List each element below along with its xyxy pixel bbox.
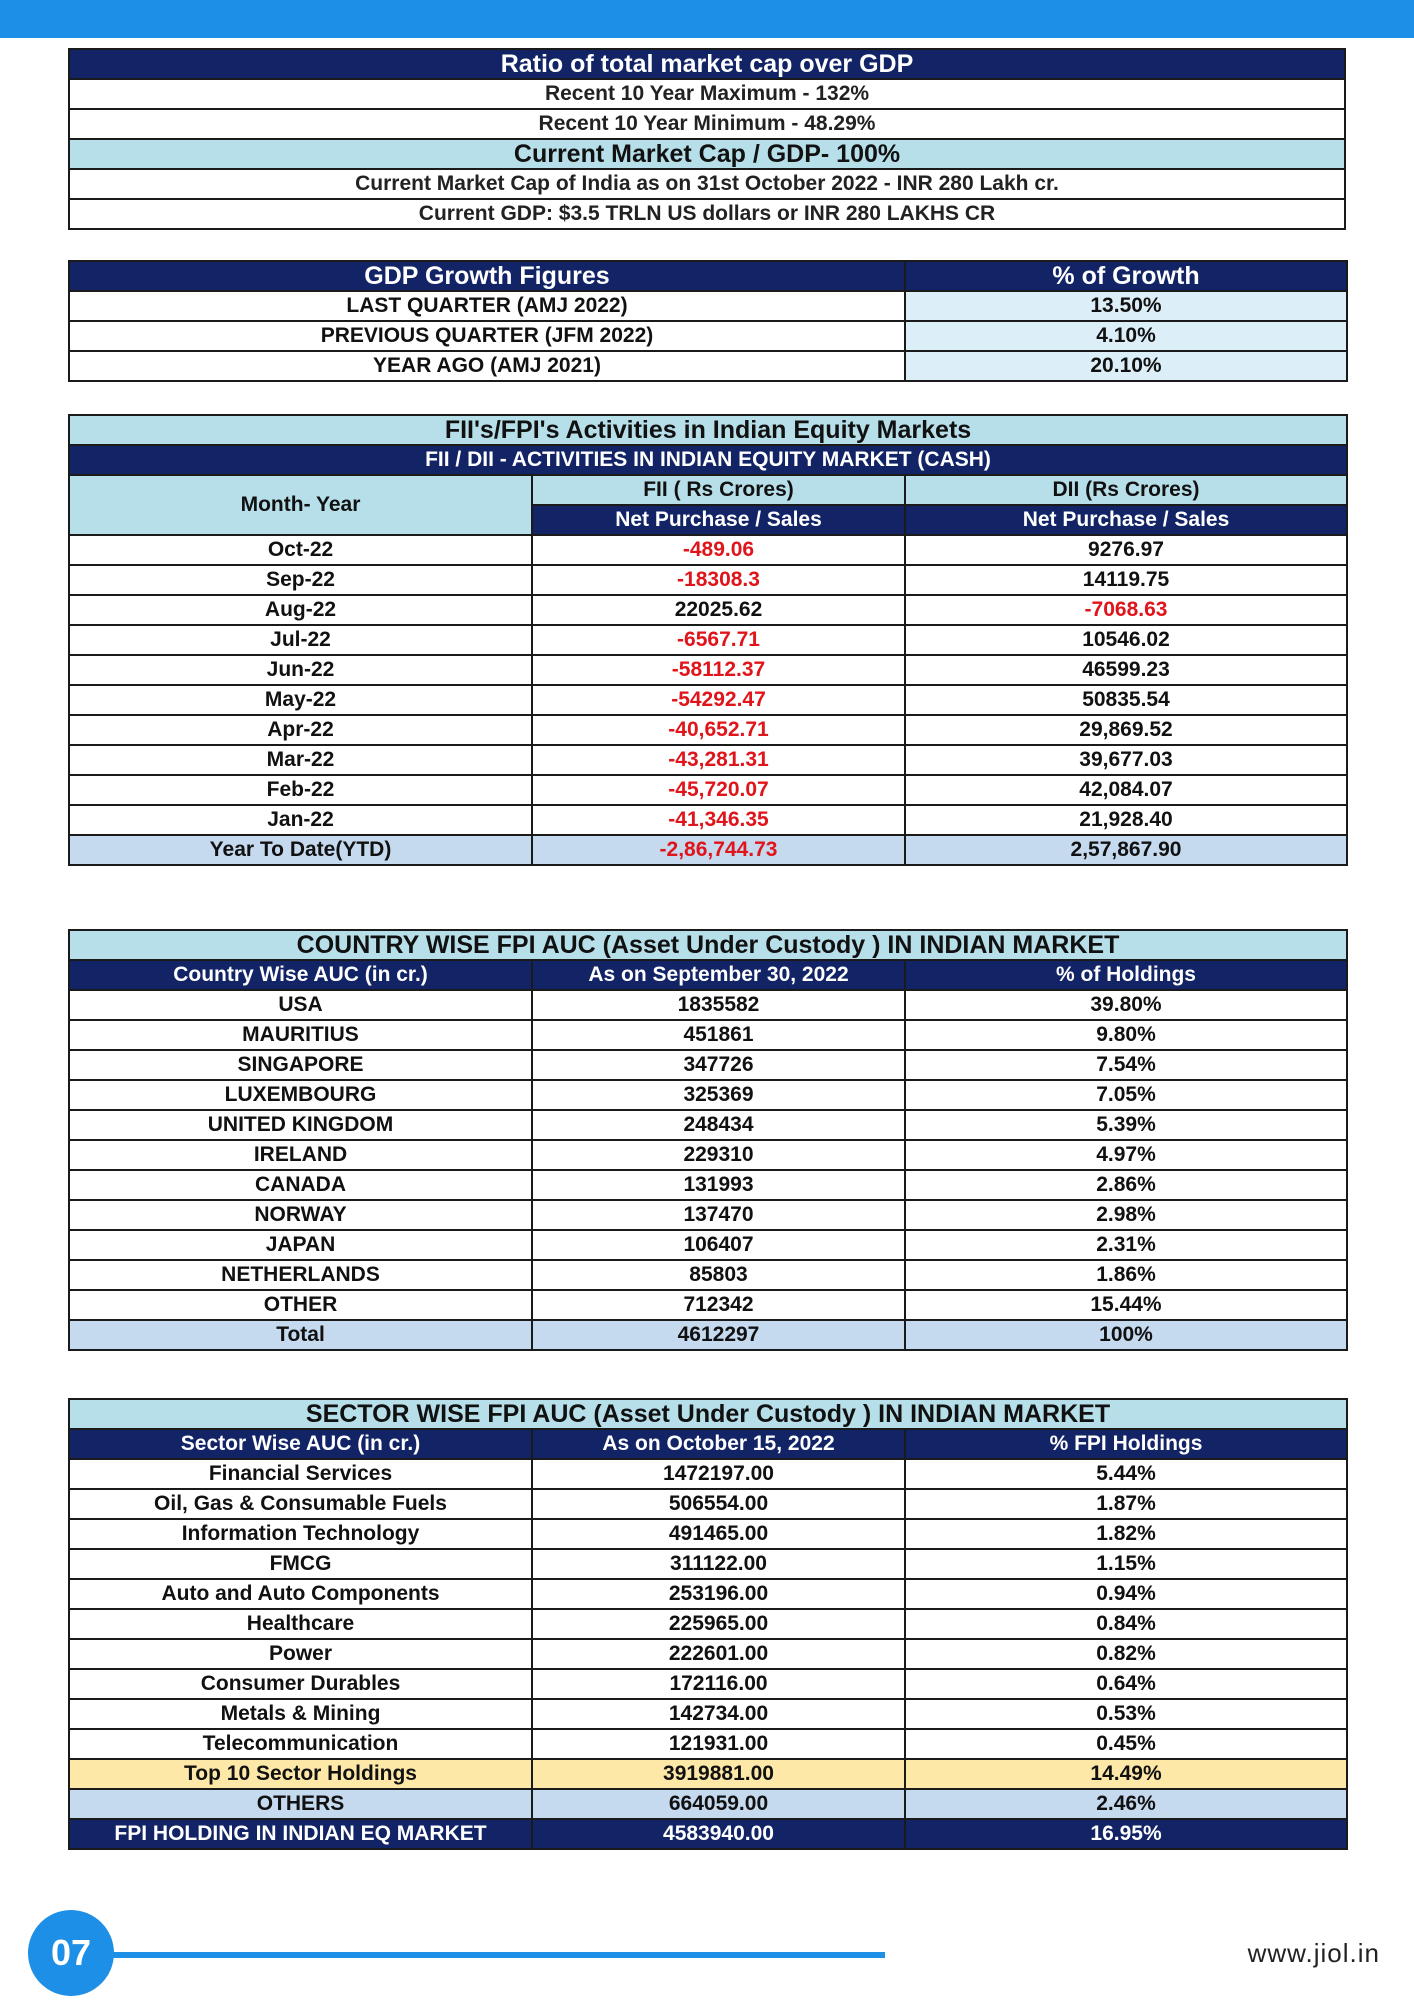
sector-auc-value: 1472197.00 [532,1459,905,1489]
country-row [69,1050,1347,1080]
country-auc-value: 229310 [532,1140,905,1170]
month-cell: Jun-22 [69,655,532,685]
top-accent-bar [0,0,1414,38]
current-market-cap-gdp: Current Market Cap / GDP- 100% [69,139,1345,169]
fpi-total-row [69,1819,1347,1849]
website-link[interactable]: www.jiol.in [1247,1938,1380,1968]
fii-value: -41,346.35 [532,805,905,835]
sector-holding-percent: 0.45% [905,1729,1347,1759]
others-percent: 2.46% [905,1789,1347,1819]
month-cell: Apr-22 [69,715,532,745]
dii-value: 39,677.03 [905,745,1347,775]
fii-value: -18308.3 [532,565,905,595]
sector-row [69,1549,1347,1579]
country-name: USA [69,990,532,1020]
sector-auc-value: 311122.00 [532,1549,905,1579]
top10-row [69,1759,1347,1789]
country-auc-value: 137470 [532,1200,905,1230]
country-name: CANADA [69,1170,532,1200]
country-row [69,1140,1347,1170]
country-row [69,990,1347,1020]
gdp-growth-header: GDP Growth Figures [69,261,905,291]
gdp-growth-table [68,260,1348,382]
country-holding-percent: 1.86% [905,1260,1347,1290]
country-row [69,1290,1347,1320]
top10-value: 3919881.00 [532,1759,905,1789]
country-auc-value: 347726 [532,1050,905,1080]
fii-value: -6567.71 [532,625,905,655]
country-total-percent: 100% [905,1320,1347,1350]
fii-value: -45,720.07 [532,775,905,805]
month-cell: Jan-22 [69,805,532,835]
sector-auc-value: 225965.00 [532,1609,905,1639]
country-auc-value: 1835582 [532,990,905,1020]
sector-auc-value: 253196.00 [532,1579,905,1609]
country-row [69,1080,1347,1110]
month-cell: Jul-22 [69,625,532,655]
sector-row [69,1609,1347,1639]
ytd-row [69,835,1347,865]
country-auc-value: 131993 [532,1170,905,1200]
sector-auc-value: 142734.00 [532,1699,905,1729]
sector-holding-percent: 0.84% [905,1609,1347,1639]
sector-name: Oil, Gas & Consumable Fuels [69,1489,532,1519]
country-holding-percent: 2.31% [905,1230,1347,1260]
sector-holding-percent: 0.82% [905,1639,1347,1669]
fpi-total-value: 4583940.00 [532,1819,905,1849]
sector-row [69,1489,1347,1519]
sector-holding-percent: 1.82% [905,1519,1347,1549]
country-name: SINGAPORE [69,1050,532,1080]
dii-value: -7068.63 [905,595,1347,625]
dii-value: 42,084.07 [905,775,1347,805]
fpi-total-percent: 16.95% [905,1819,1347,1849]
sector-holding-percent: 0.53% [905,1699,1347,1729]
country-total-value: 4612297 [532,1320,905,1350]
fpi-total-label: FPI HOLDING IN INDIAN EQ MARKET [69,1819,532,1849]
fii-activities-title: FII's/FPI's Activities in Indian Equity Markets [69,415,1347,445]
sector-auc-value: 222601.00 [532,1639,905,1669]
fii-header: FII ( Rs Crores) [532,475,905,505]
dii-value: 10546.02 [905,625,1347,655]
current-market-cap: Current Market Cap of India as on 31st October 2022 - INR 280 Lakh cr. [69,169,1345,199]
sector-name: Telecommunication [69,1729,532,1759]
gdp-row [69,291,1347,321]
month-cell: Mar-22 [69,745,532,775]
gdp-period: PREVIOUS QUARTER (JFM 2022) [69,321,905,351]
month-cell: Feb-22 [69,775,532,805]
sector-auc-title: SECTOR WISE FPI AUC (Asset Under Custody ) IN INDIAN MARKET [69,1399,1347,1429]
fii-dii-row [69,565,1347,595]
gdp-growth-value: 20.10% [905,351,1347,381]
country-holding-percent: 7.54% [905,1050,1347,1080]
country-total-row [69,1320,1347,1350]
fii-value: -40,652.71 [532,715,905,745]
sector-holding-percent: 0.64% [905,1669,1347,1699]
sector-name: FMCG [69,1549,532,1579]
country-auc-value: 451861 [532,1020,905,1050]
dii-value: 9276.97 [905,535,1347,565]
sector-holding-percent: 1.15% [905,1549,1347,1579]
month-cell: May-22 [69,685,532,715]
sector-name: Information Technology [69,1519,532,1549]
fii-dii-row [69,775,1347,805]
sector-auc-value: 506554.00 [532,1489,905,1519]
month-cell: Oct-22 [69,535,532,565]
gdp-growth-value: 13.50% [905,291,1347,321]
sector-row [69,1729,1347,1759]
sector-holdings-header: % FPI Holdings [905,1429,1347,1459]
sector-row [69,1519,1347,1549]
country-holding-percent: 4.97% [905,1140,1347,1170]
country-row [69,1020,1347,1050]
country-name: IRELAND [69,1140,532,1170]
others-row [69,1789,1347,1819]
ytd-dii: 2,57,867.90 [905,835,1347,865]
country-name: MAURITIUS [69,1020,532,1050]
ytd-label: Year To Date(YTD) [69,835,532,865]
country-name: OTHER [69,1290,532,1320]
country-holding-percent: 9.80% [905,1020,1347,1050]
country-holding-percent: 15.44% [905,1290,1347,1320]
fii-value: 22025.62 [532,595,905,625]
others-label: OTHERS [69,1789,532,1819]
month-cell: Sep-22 [69,565,532,595]
sector-name: Financial Services [69,1459,532,1489]
country-name: NORWAY [69,1200,532,1230]
country-auc-title: COUNTRY WISE FPI AUC (Asset Under Custody ) IN INDIAN MARKET [69,930,1347,960]
country-auc-value: 85803 [532,1260,905,1290]
fii-value: -489.06 [532,535,905,565]
fii-dii-row [69,625,1347,655]
top10-percent: 14.49% [905,1759,1347,1789]
fii-dii-subtitle: FII / DII - ACTIVITIES IN INDIAN EQUITY MARKET (CASH) [69,445,1347,475]
fii-dii-row [69,745,1347,775]
country-header: Country Wise AUC (in cr.) [69,960,532,990]
country-holding-percent: 7.05% [905,1080,1347,1110]
gdp-row [69,321,1347,351]
country-date-header: As on September 30, 2022 [532,960,905,990]
dii-value: 50835.54 [905,685,1347,715]
dii-value: 14119.75 [905,565,1347,595]
country-auc-value: 712342 [532,1290,905,1320]
fii-net-header: Net Purchase / Sales [532,505,905,535]
sector-row [69,1669,1347,1699]
gdp-growth-value: 4.10% [905,321,1347,351]
gdp-row [69,351,1347,381]
country-auc-value: 106407 [532,1230,905,1260]
country-holding-percent: 2.98% [905,1200,1347,1230]
sector-holding-percent: 1.87% [905,1489,1347,1519]
country-auc-value: 248434 [532,1110,905,1140]
dii-header: DII (Rs Crores) [905,475,1347,505]
fii-dii-row [69,535,1347,565]
sector-holding-percent: 0.94% [905,1579,1347,1609]
country-row [69,1170,1347,1200]
dii-value: 46599.23 [905,655,1347,685]
country-row [69,1230,1347,1260]
dii-value: 21,928.40 [905,805,1347,835]
ytd-fii: -2,86,744.73 [532,835,905,865]
sector-auc-table [68,1398,1348,1850]
country-name: LUXEMBOURG [69,1080,532,1110]
growth-percent-header: % of Growth [905,261,1347,291]
fii-value: -43,281.31 [532,745,905,775]
current-gdp: Current GDP: $3.5 TRLN US dollars or INR 280 LAKHS CR [69,199,1345,229]
dii-net-header: Net Purchase / Sales [905,505,1347,535]
sector-auc-value: 121931.00 [532,1729,905,1759]
country-auc-value: 325369 [532,1080,905,1110]
gdp-period: YEAR AGO (AMJ 2021) [69,351,905,381]
sector-date-header: As on October 15, 2022 [532,1429,905,1459]
fii-dii-row [69,595,1347,625]
ten-year-min: Recent 10 Year Minimum - 48.29% [69,109,1345,139]
sector-name: Metals & Mining [69,1699,532,1729]
month-cell: Aug-22 [69,595,532,625]
country-name: NETHERLANDS [69,1260,532,1290]
sector-name: Auto and Auto Components [69,1579,532,1609]
fii-value: -54292.47 [532,685,905,715]
page-number-badge: 07 [28,1910,114,1996]
country-row [69,1110,1347,1140]
sector-name: Healthcare [69,1609,532,1639]
country-holding-percent: 5.39% [905,1110,1347,1140]
country-holding-percent: 39.80% [905,990,1347,1020]
month-year-header: Month- Year [69,475,532,535]
market-cap-gdp-table [68,48,1346,230]
country-holding-percent: 2.86% [905,1170,1347,1200]
others-value: 664059.00 [532,1789,905,1819]
gdp-period: LAST QUARTER (AMJ 2022) [69,291,905,321]
sector-row [69,1459,1347,1489]
sector-name: Consumer Durables [69,1669,532,1699]
dii-value: 29,869.52 [905,715,1347,745]
sector-auc-value: 491465.00 [532,1519,905,1549]
sector-auc-value: 172116.00 [532,1669,905,1699]
fii-dii-row [69,805,1347,835]
sector-row [69,1699,1347,1729]
country-total-label: Total [69,1320,532,1350]
country-name: UNITED KINGDOM [69,1110,532,1140]
ten-year-max: Recent 10 Year Maximum - 132% [69,79,1345,109]
fii-value: -58112.37 [532,655,905,685]
country-holdings-header: % of Holdings [905,960,1347,990]
sector-header: Sector Wise AUC (in cr.) [69,1429,532,1459]
fii-dii-table [68,414,1348,866]
country-row [69,1200,1347,1230]
sector-row [69,1639,1347,1669]
footer-line [110,1952,885,1958]
sector-name: Power [69,1639,532,1669]
sector-row [69,1579,1347,1609]
country-name: JAPAN [69,1230,532,1260]
market-cap-gdp-title: Ratio of total market cap over GDP [69,49,1345,79]
top10-label: Top 10 Sector Holdings [69,1759,532,1789]
sector-holding-percent: 5.44% [905,1459,1347,1489]
fii-dii-row [69,715,1347,745]
country-auc-table [68,929,1348,1351]
fii-dii-row [69,685,1347,715]
country-row [69,1260,1347,1290]
fii-dii-row [69,655,1347,685]
